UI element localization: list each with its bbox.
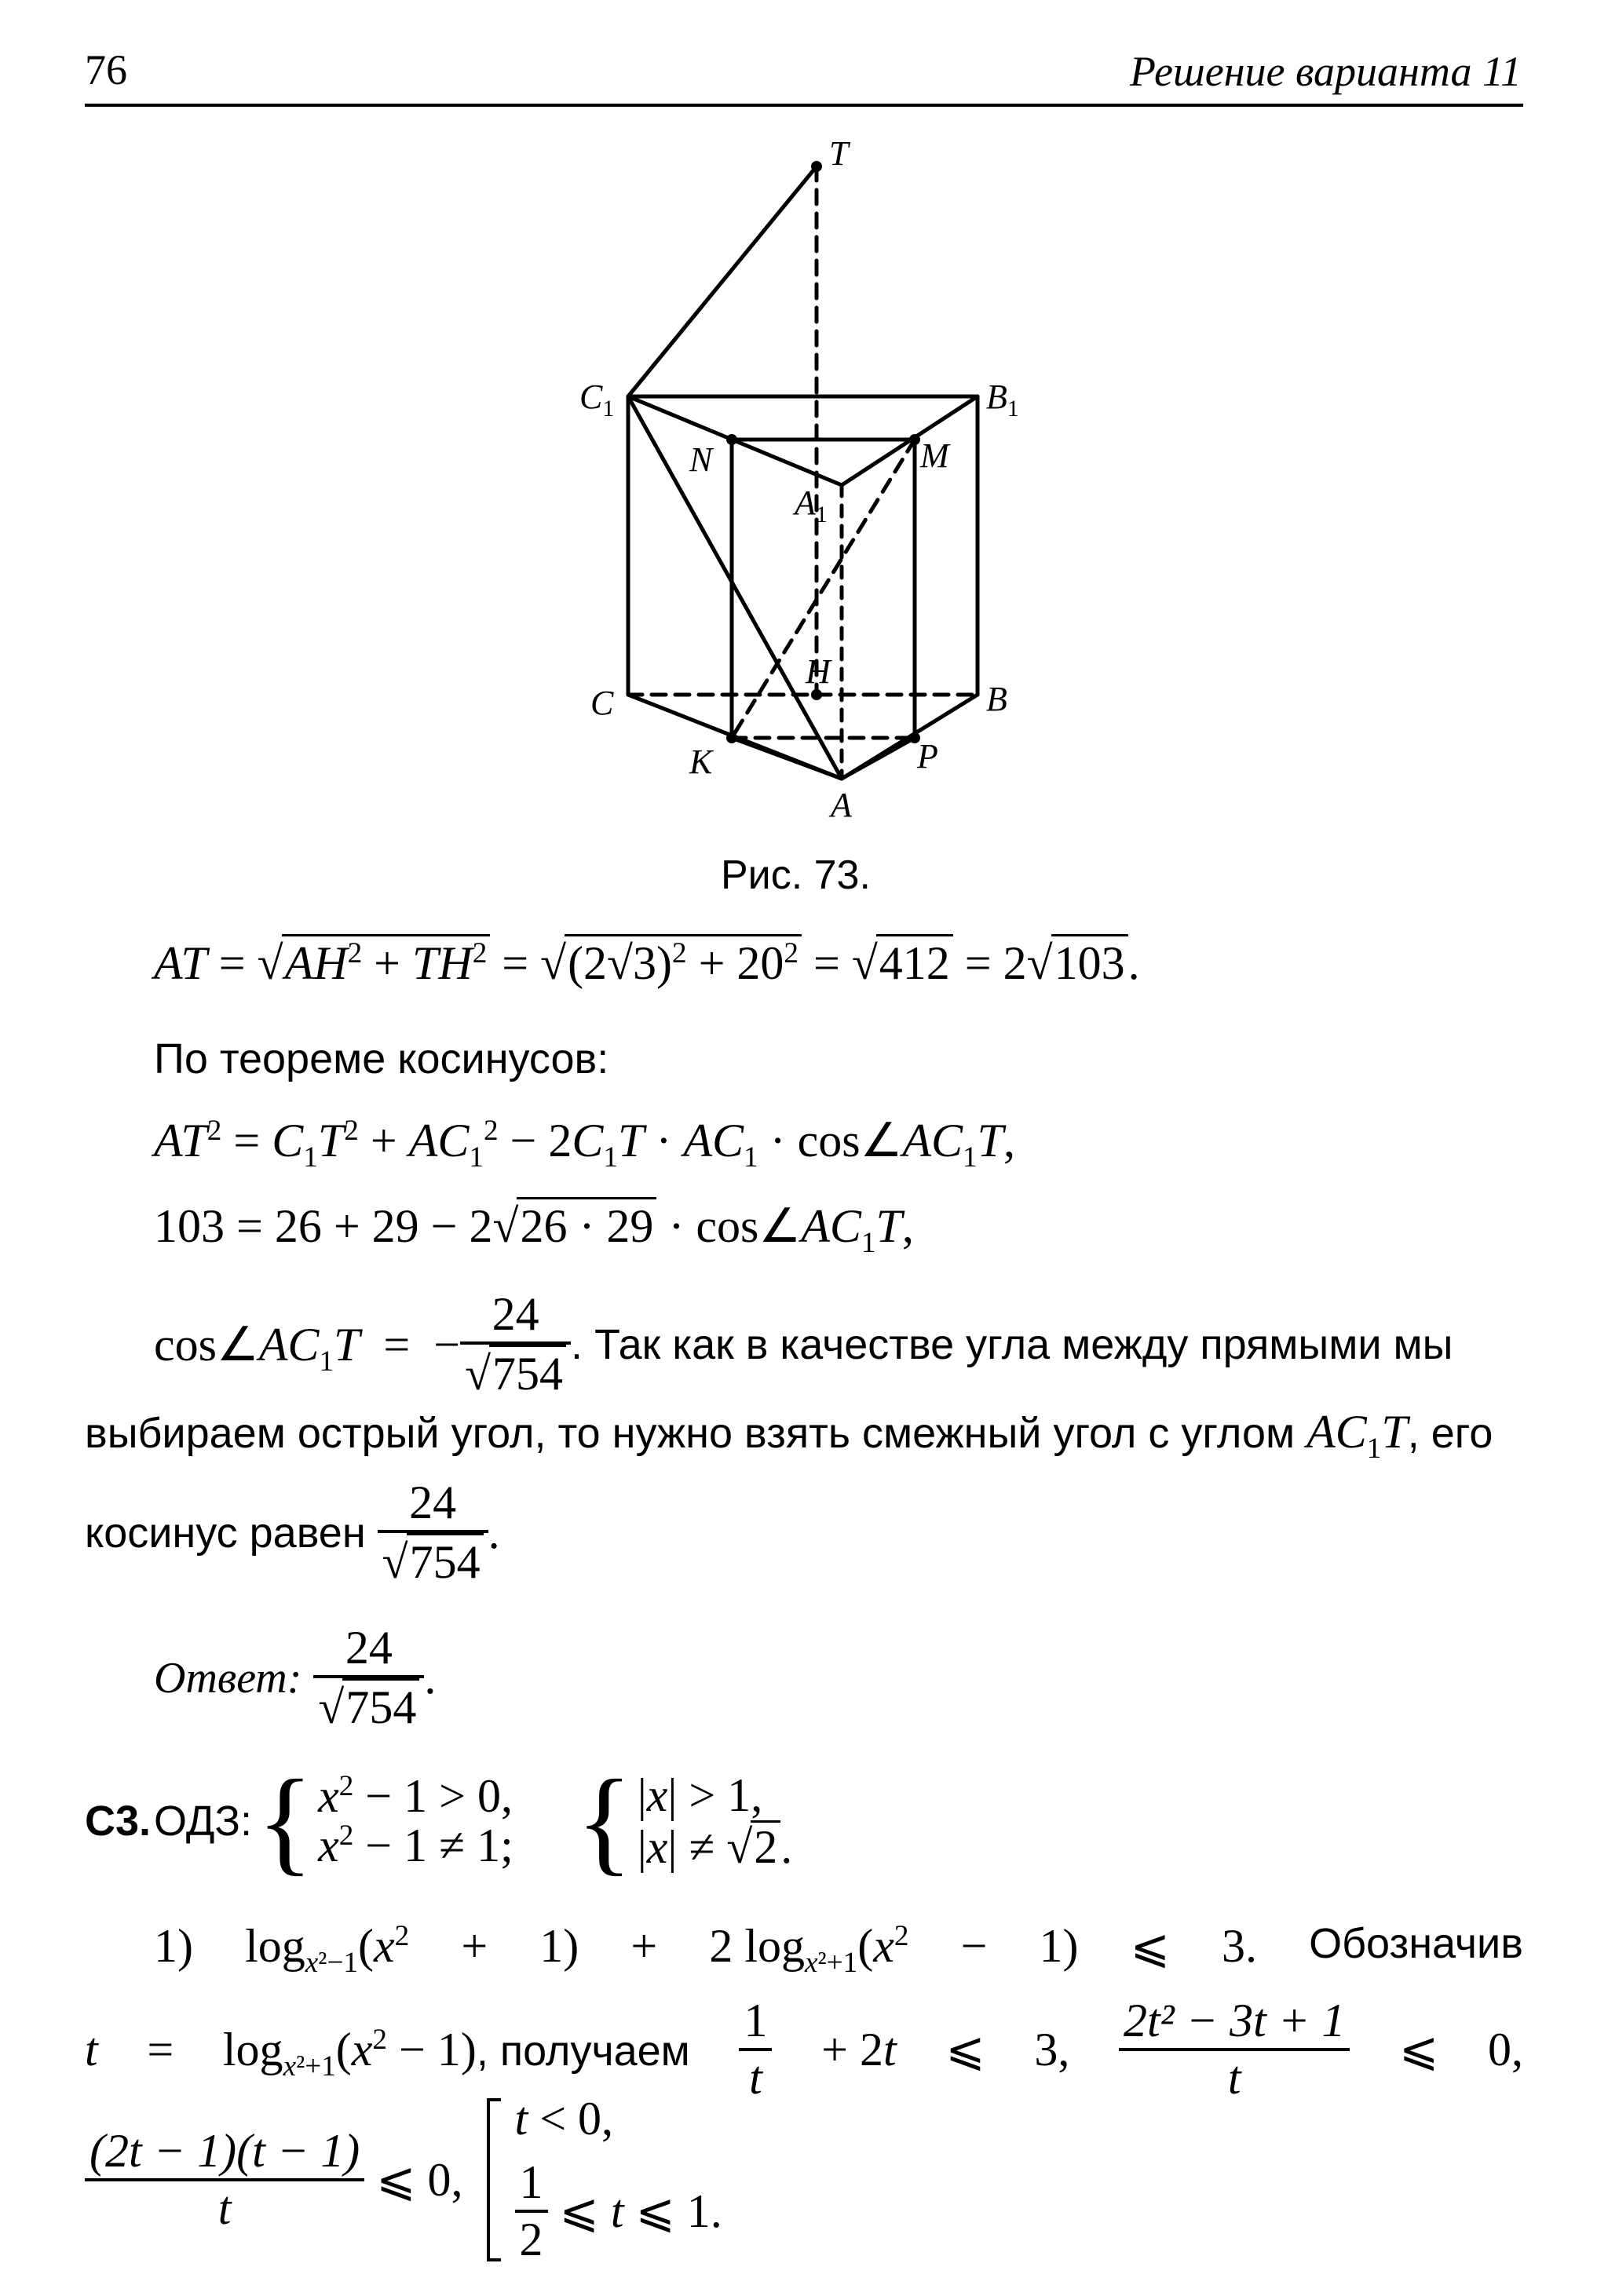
- equation-law-of-cosines: $AT^2 = C_1T^2 + AC_1^2 - 2C_1T \cdot AC_1$ · $\cos\angle AC_1T$,: [154, 1115, 1016, 1174]
- edge-c1-t: [628, 166, 817, 396]
- label-a: A: [831, 786, 852, 824]
- label-c1: $C_1$: [579, 378, 615, 422]
- paragraph-line-3: косинус равен $\frac{24}{√754}$ .: [85, 1477, 500, 1588]
- fraction-1-over-t: $\frac{1}{t}$: [739, 1994, 772, 2105]
- fraction-product-over-t: $\frac{(2t - 1)(t - 1)}{t}$: [85, 2124, 364, 2236]
- edge-c1-a: [628, 396, 842, 779]
- fraction-one-half: $\frac{1}{2}$: [515, 2155, 548, 2267]
- paragraph-line-2: выбираем острый угол, то нужно взять смежный угол с углом $AC_1T$, его: [85, 1406, 1493, 1465]
- equation-numeric: $103 = 26 + 29 - 2√26 \cdot 29 \cdot \cos\angle AC_1T$,: [154, 1197, 914, 1254]
- label-b1: $B_1$: [986, 378, 1019, 422]
- since-text: . Так как в качестве угла между прямыми мы: [571, 1320, 1453, 1368]
- label-a1: $A_1$: [795, 484, 828, 527]
- label-p: P: [917, 737, 938, 776]
- equation-at: AT = $√AH^2 + TH^2 = √(2√3)^2 + 20^2 = √412 = 2√103$.: [154, 934, 1140, 991]
- page-number: 76: [85, 46, 127, 93]
- fraction-quadratic-over-t: $\frac{\text{2t² − 3t + 1}}{t}$: [1119, 1994, 1350, 2105]
- label-h: H: [806, 652, 831, 691]
- edge-k-a: [732, 738, 842, 779]
- equation-cos-result: $\cos\angle AC_1T$ = − $\frac{24}{√754}$ . Так как в качестве угла между прямыми мы: [154, 1288, 1453, 1400]
- system-bracket: [487, 2098, 501, 2261]
- edge-p-a: [842, 738, 915, 779]
- figure-caption: Рис. 73.: [721, 852, 871, 898]
- answer-line: Ответ: $\frac{24}{√754}$ .: [154, 1622, 437, 1733]
- running-title: Решение варианта 11: [1130, 48, 1522, 95]
- label-n: N: [689, 440, 713, 479]
- fraction-24-sqrt754: $\frac{24}{√754}$: [460, 1287, 571, 1401]
- label-m: M: [920, 436, 949, 475]
- label-b: B: [986, 680, 1007, 718]
- label-t: T: [829, 134, 849, 173]
- label-k: K: [689, 743, 713, 781]
- item1-line1: 1) $\log_{x^2-1}(x^2$ + 1) + 2 $\log_{x^2+1}(x^2$ − 1) ⩽ 3. Обозначив: [154, 1920, 1523, 1979]
- cosine-theorem-line: По теореме косинусов:: [154, 1035, 609, 1082]
- fraction-24-sqrt754-2: $\frac{24}{√754}$: [378, 1476, 488, 1590]
- item1-line2: t = $\log_{x^2+1}(x^2 - 1)$, получаем $\frac{1}{t}$ + 2t ⩽ 3, $\frac{\text{2t² − 3t + 1}}{t}$ ⩽ 0,: [85, 1995, 1523, 2104]
- item1-line3: $\frac{(2t - 1)(t - 1)}{t}$ ⩽ 0, t < 0, $\frac{1}{2}$ ⩽ t ⩽ 1.: [85, 2092, 722, 2267]
- prism-figure: [0, 0, 1608, 863]
- label-c: C: [590, 684, 614, 722]
- answer-fraction: $\frac{24}{√754}$: [313, 1621, 424, 1735]
- c3-odz: С3. ОДЗ: { $x^2 - 1 > 0$, $x^2 - 1 \ne 1$; { |x| > 1, |x| ≠ √2.: [85, 1756, 793, 1886]
